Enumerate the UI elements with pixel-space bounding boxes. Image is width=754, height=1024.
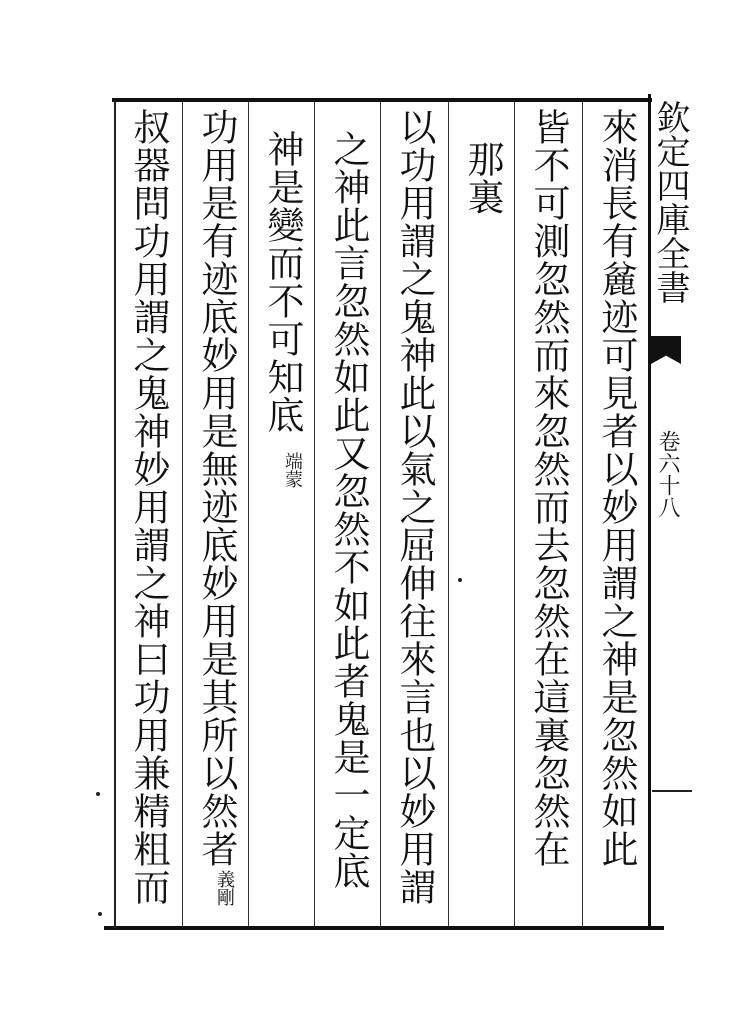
text-column-8: 叔器問功用謂之鬼神妙用謂之神曰功用兼精粗而 <box>127 108 170 906</box>
text-column-5: 之神此言忽然如此又忽然不如此者鬼是一定底 <box>327 130 370 890</box>
frame-left-rule <box>114 100 116 928</box>
text-column-7: 功用是有迹底妙用是無迹底妙用是其所以然者 <box>195 108 238 868</box>
text-column-3: 那裏 <box>461 140 504 216</box>
annotation-duanmeng: 端蒙 <box>282 452 303 488</box>
text-column-1: 來消長有麄迹可見者以妙用謂之神是忽然如此 <box>595 108 638 868</box>
column-divider <box>380 102 381 926</box>
column-divider <box>448 102 449 926</box>
annotation-yigang: 義剛 <box>214 870 235 906</box>
book-title: 欽定四庫全書 <box>650 100 690 304</box>
ink-speck <box>98 912 102 916</box>
fishtail-mark-icon <box>651 336 681 364</box>
column-divider <box>514 102 515 926</box>
column-divider <box>182 102 183 926</box>
column-divider <box>582 102 583 926</box>
column-divider <box>248 102 249 926</box>
ink-speck <box>96 792 100 796</box>
ink-speck <box>458 578 462 582</box>
text-column-6: 神是變而不可知底 <box>261 130 304 434</box>
text-column-4: 以功用謂之鬼神此以氣之屈伸往來言也以妙用謂 <box>393 108 436 906</box>
frame-bottom-rule <box>104 926 664 930</box>
text-column-2: 皆不可測忽然而來忽然而去忽然在這裏忽然在 <box>527 108 570 868</box>
juan-number: 卷六十八 <box>655 430 680 518</box>
column-divider <box>314 102 315 926</box>
margin-tick <box>652 790 692 792</box>
frame-top-rule <box>112 98 652 102</box>
